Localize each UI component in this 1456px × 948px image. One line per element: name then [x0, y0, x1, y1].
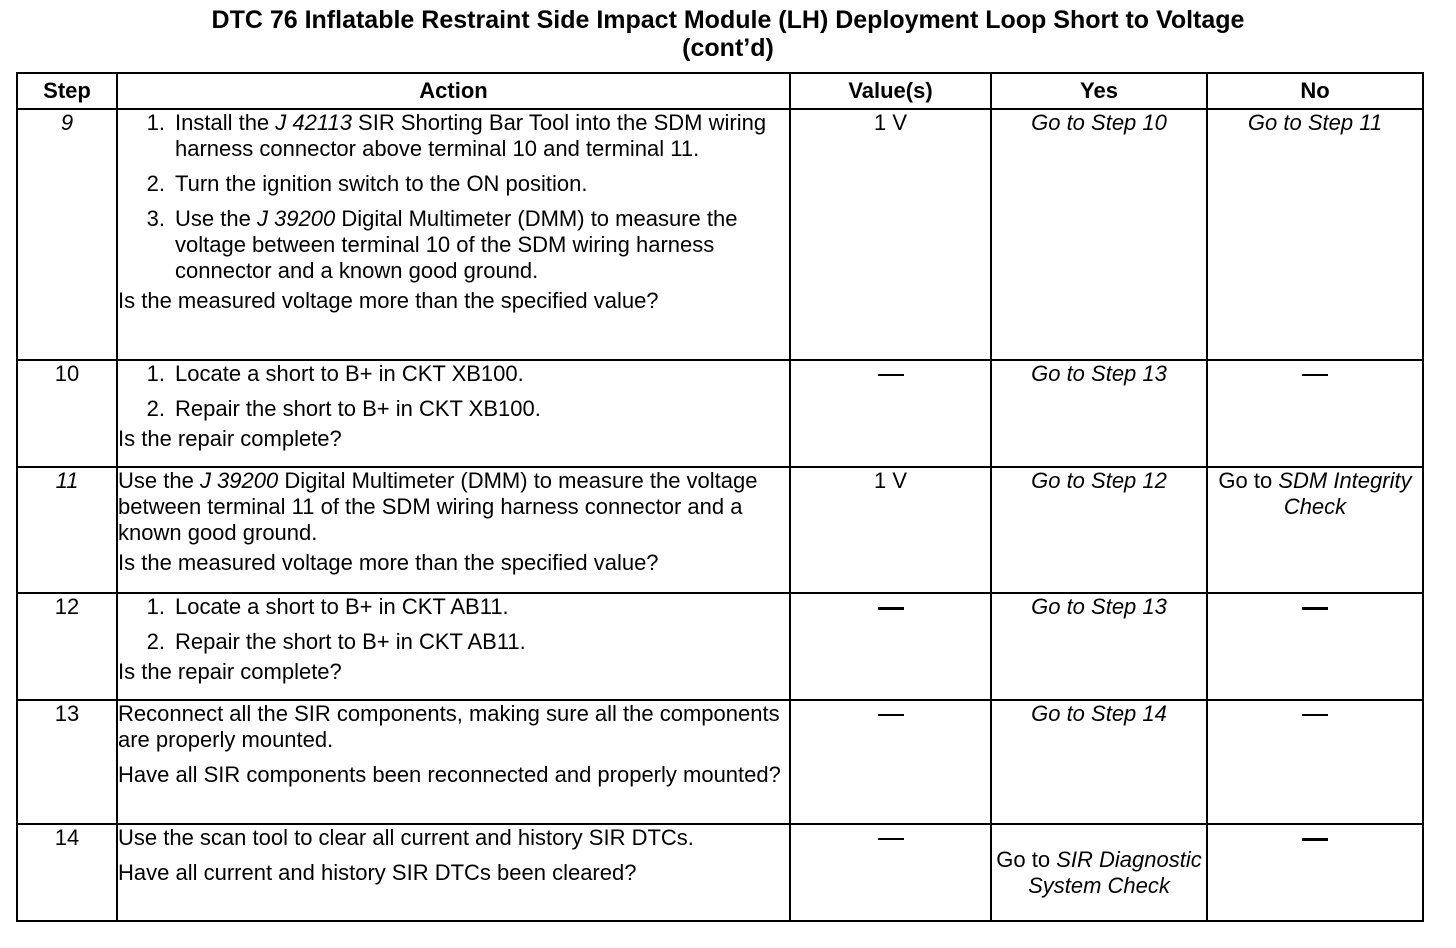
title-line-1: DTC 76 Inflatable Restraint Side Impact Module (LH) Deployment Loop Short to Voltage [211, 6, 1245, 34]
action-question: Is the measured voltage more than the specified value? [118, 550, 659, 575]
action-step [118, 396, 789, 422]
header-row [17, 73, 1423, 109]
step-index: 1. [146, 594, 165, 619]
step-index: 2. [146, 629, 165, 654]
step-text: Install the J 42113 SIR Shorting Bar Tool into the SDM wiring harness connector above terminal 10 and terminal 11. [175, 110, 767, 161]
step-number: 9 [17, 109, 117, 360]
tool-name: J 42113 [275, 110, 352, 135]
action-steps [118, 361, 789, 422]
tool-name: J 39200 [256, 206, 336, 231]
action-step [118, 171, 789, 197]
action-step [118, 594, 789, 620]
step-index: 3. [146, 206, 165, 231]
step-text: Locate a short to B+ in CKT XB100. [175, 361, 524, 386]
table-row [17, 700, 1423, 824]
value-cell: 1 V [790, 467, 991, 593]
dash-mark [1302, 838, 1328, 841]
dash-mark [878, 607, 904, 610]
action-cell [117, 360, 790, 467]
yes-cell: Go to Step 13 [991, 360, 1207, 467]
action-question: Have all SIR components been reconnected and properly mounted? [118, 762, 781, 787]
dash-mark [878, 838, 904, 840]
action-question: Is the repair complete? [118, 426, 342, 451]
step-text: Turn the ignition switch to the ON position. [175, 171, 588, 196]
action-text: Reconnect all the SIR components, making sure all the components are properly mounted. [118, 701, 780, 752]
no-cell [1207, 824, 1423, 921]
dash-mark [1302, 374, 1328, 376]
yes-cell: Go to SIR Diagnostic System Check [991, 824, 1207, 921]
step-number: 13 [17, 700, 117, 824]
step-index: 2. [146, 171, 165, 196]
step-index: 1. [146, 110, 165, 135]
table-row [17, 360, 1423, 467]
yes-cell: Go to Step 10 [991, 109, 1207, 360]
table-row [17, 467, 1423, 593]
no-cell [1207, 360, 1423, 467]
action-text: Use the J 39200 Digital Multimeter (DMM) to measure the voltage between terminal 11 of the SDM wiring harness connector and a known good ground. [118, 468, 758, 545]
value-cell [790, 593, 991, 700]
no-cell [1207, 593, 1423, 700]
action-cell [117, 700, 790, 824]
action-steps [118, 594, 789, 655]
header-yes: Yes [991, 73, 1207, 109]
table-row [17, 109, 1423, 360]
action-cell [117, 824, 790, 921]
link-text: SDM Integrity Check [1278, 468, 1412, 519]
step-number: 11 [17, 467, 117, 593]
no-cell [1207, 700, 1423, 824]
no-cell: Go to SDM Integrity Check [1207, 467, 1423, 593]
header-values: Value(s) [790, 73, 991, 109]
table-row [17, 824, 1423, 921]
link-text: SIR Diagnostic System Check [1028, 846, 1202, 898]
step-text: Repair the short to B+ in CKT AB11. [175, 629, 526, 654]
step-text: Use the J 39200 Digital Multimeter (DMM) to measure the voltage between terminal 10 of the SDM wiring harness connector and a known good ground. [175, 206, 738, 283]
step-number: 14 [17, 824, 117, 921]
table-row [17, 593, 1423, 700]
dash-mark [878, 714, 904, 716]
action-question: Is the measured voltage more than the specified value? [118, 288, 659, 313]
header-action: Action [117, 73, 790, 109]
action-steps [118, 110, 789, 284]
no-cell: Go to Step 11 [1207, 109, 1423, 360]
action-step [118, 110, 789, 162]
action-question: Have all current and history SIR DTCs been cleared? [118, 860, 637, 885]
step-number: 12 [17, 593, 117, 700]
yes-cell: Go to Step 14 [991, 700, 1207, 824]
page-title [0, 6, 1456, 62]
step-text: Repair the short to B+ in CKT XB100. [175, 396, 541, 421]
step-index: 2. [146, 396, 165, 421]
dash-mark [1302, 714, 1328, 716]
yes-cell: Go to Step 13 [991, 593, 1207, 700]
header-no: No [1207, 73, 1423, 109]
action-step [118, 206, 789, 284]
header-step: Step [17, 73, 117, 109]
title-line-2: (cont’d) [682, 34, 774, 62]
diagnostic-table [16, 72, 1424, 922]
dash-mark [1302, 607, 1328, 610]
value-cell [790, 360, 991, 467]
action-cell [117, 593, 790, 700]
yes-cell: Go to Step 12 [991, 467, 1207, 593]
action-cell [117, 467, 790, 593]
step-index: 1. [146, 361, 165, 386]
action-step [118, 361, 789, 387]
value-cell [790, 824, 991, 921]
tool-name: J 39200 [199, 468, 279, 493]
step-number: 10 [17, 360, 117, 467]
action-cell [117, 109, 790, 360]
dash-mark [878, 374, 904, 376]
action-step [118, 629, 789, 655]
value-cell: 1 V [790, 109, 991, 360]
action-question: Is the repair complete? [118, 659, 342, 684]
value-cell [790, 700, 991, 824]
step-text: Locate a short to B+ in CKT AB11. [175, 594, 509, 619]
action-text: Use the scan tool to clear all current and history SIR DTCs. [118, 825, 694, 850]
